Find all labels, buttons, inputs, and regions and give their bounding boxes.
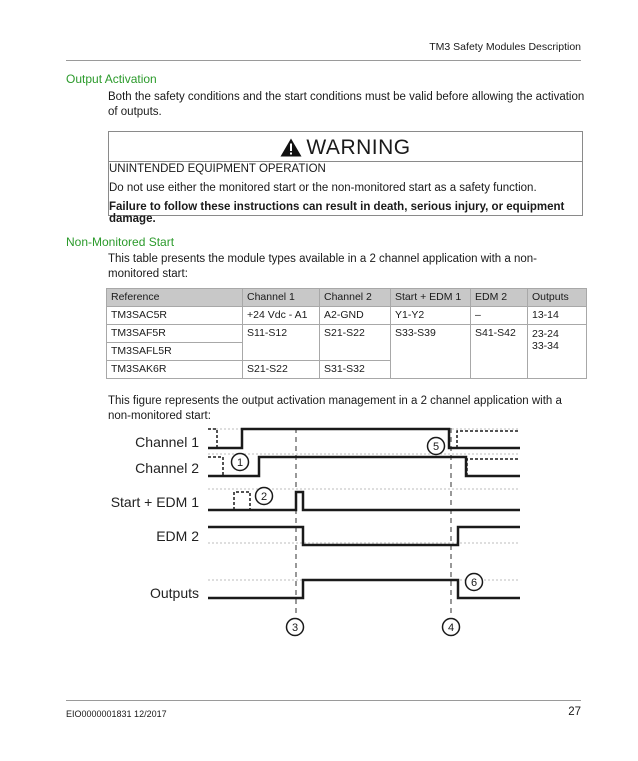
signal-label-edm2: EDM 2	[156, 528, 199, 544]
channel-2-transition	[467, 459, 520, 476]
footer-divider	[66, 700, 581, 701]
table-row	[107, 307, 587, 325]
table-header-row	[107, 289, 587, 307]
table-cell: TM3SAFL5R	[107, 343, 243, 361]
column-header: Start + EDM 1	[391, 289, 471, 307]
table-cell: S33-S39	[391, 325, 471, 379]
table-cell: S11-S12	[243, 325, 320, 361]
marker-label: 2	[260, 491, 268, 503]
channel-1-transition	[208, 429, 217, 448]
warning-box	[108, 131, 583, 225]
table-cell: TM3SAF5R	[107, 325, 243, 343]
table-cell: S31-S32	[320, 361, 391, 379]
marker-label: 4	[447, 622, 455, 634]
footer-reference: EIO0000001831 12/2017	[66, 709, 167, 719]
marker-label: 3	[291, 622, 299, 634]
table-cell: 13-14	[528, 307, 587, 325]
table-cell: A2-GND	[320, 307, 391, 325]
start-edm1-waveform	[208, 492, 520, 510]
table-cell-outputs	[528, 325, 587, 379]
header-title: TM3 Safety Modules Description	[429, 41, 581, 53]
signal-label-outputs: Outputs	[149, 585, 199, 601]
table-intro: This table presents the module types available in a 2 channel application with a non-monitored start:	[108, 253, 537, 280]
table-cell: TM3SAK6R	[107, 361, 243, 379]
channel-1-transition	[457, 431, 520, 448]
outputs-value: 23-24	[532, 328, 559, 340]
table-row	[107, 325, 587, 343]
warning-title: WARNING	[306, 136, 411, 159]
warning-triangle-icon	[280, 138, 302, 157]
table-cell: TM3SAC5R	[107, 307, 243, 325]
figure-intro: This figure represents the output activation management in a 2 channel application with a non-monitored start:	[108, 395, 562, 422]
marker-label: 5	[432, 441, 440, 453]
table-cell: S21-S22	[243, 361, 320, 379]
marker-label: 6	[470, 577, 478, 589]
column-header: EDM 2	[471, 289, 528, 307]
edm2-waveform	[208, 527, 520, 545]
table-cell: S21-S22	[320, 325, 391, 361]
table-cell: Y1-Y2	[391, 307, 471, 325]
signal-label-start-edm1: Start + EDM 1	[110, 494, 199, 510]
output-activation-body: Both the safety conditions and the start conditions must be valid before allowing the activation of outputs.	[108, 91, 585, 118]
module-table	[106, 288, 587, 379]
column-header: Channel 1	[243, 289, 320, 307]
table-cell: +24 Vdc - A1	[243, 307, 320, 325]
outputs-value: 33-34	[532, 340, 559, 352]
marker-label: 1	[236, 457, 244, 469]
column-header: Outputs	[528, 289, 587, 307]
table-cell: –	[471, 307, 528, 325]
column-header: Reference	[107, 289, 243, 307]
channel-1-waveform	[208, 429, 520, 448]
warning-divider	[109, 161, 582, 162]
page-number: 27	[568, 706, 581, 718]
table-cell: S41-S42	[471, 325, 528, 379]
non-monitored-start-heading: Non-Monitored Start	[66, 235, 175, 249]
start-pulse-dashed	[234, 492, 250, 510]
column-header: Channel 2	[320, 289, 391, 307]
channel-2-waveform	[208, 457, 520, 476]
warning-instruction: Do not use either the monitored start or the non-monitored start as a safety function.	[109, 182, 537, 194]
header-divider	[66, 60, 581, 61]
warning-hazard: UNINTENDED EQUIPMENT OPERATION	[109, 163, 326, 175]
warning-consequence: Failure to follow these instructions can result in death, serious injury, or equipment damage.	[109, 201, 565, 225]
signal-label-channel-2: Channel 2	[135, 460, 199, 476]
signal-label-channel-1: Channel 1	[135, 434, 199, 450]
warning-header	[109, 136, 582, 160]
timing-diagram	[0, 415, 638, 645]
output-activation-heading: Output Activation	[66, 72, 157, 86]
channel-2-transition	[208, 457, 223, 476]
